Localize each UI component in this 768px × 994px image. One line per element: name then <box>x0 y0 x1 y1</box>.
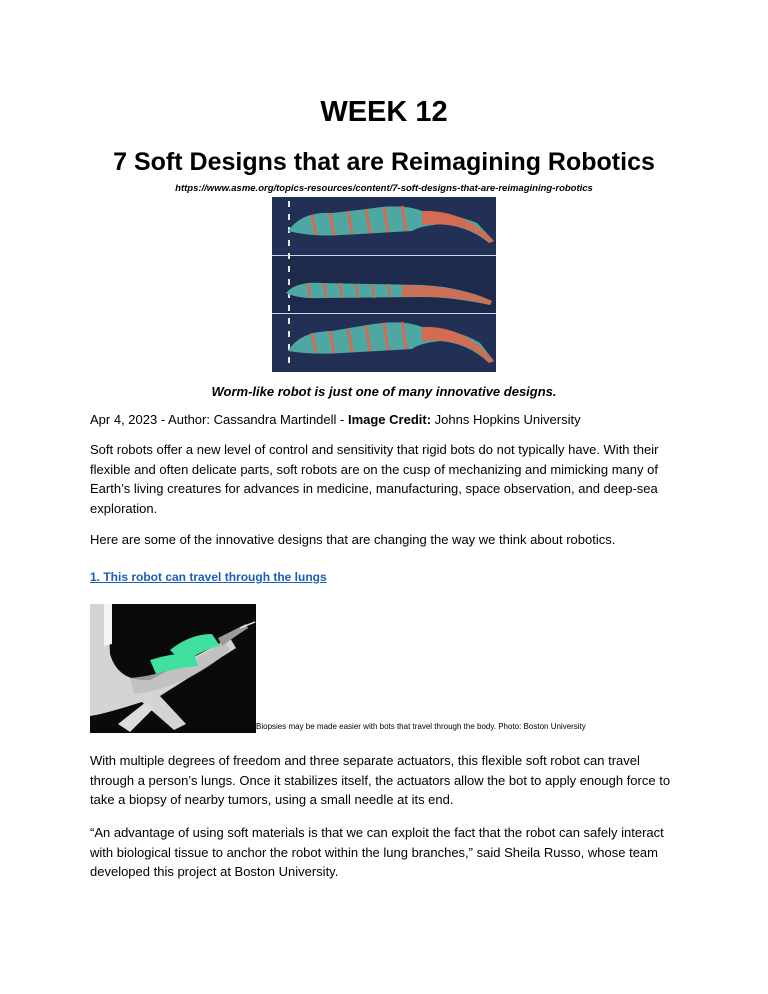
article-meta <box>90 412 581 428</box>
source-url: https://www.asme.org/topics-resources/content/7-soft-designs-that-are-reimagining-robotics <box>175 183 593 194</box>
body-paragraph: With multiple degrees of freedom and three separate actuators, this flexible soft robot can travel through a person’s lungs. Once it stabilizes itself, the actuators allow the bot to apply enough force to take a biopsy of nearby tumors, using a small needle at its end. <box>90 753 671 807</box>
lung-robot-image <box>90 604 256 733</box>
lung-image-caption: Biopsies may be made easier with bots that travel through the body. Photo: Boston University <box>256 722 586 731</box>
meta-credit-label: Image Credit: <box>347 412 432 427</box>
hero-caption: Worm-like robot is just one of many innovative designs. <box>211 384 557 399</box>
worm-robot-image <box>272 197 496 372</box>
lead-paragraph: Here are some of the innovative designs that are changing the way we think about robotics. <box>90 532 616 547</box>
intro-paragraph: Soft robots offer a new level of control and sensitivity that rigid bots do not typically have. With their flexible and often delicate parts, soft robots are on the cusp of mechanizing and mimicking many of Earth’s living creatures for advances in medicine, manufacturing, space observation, and deep-sea exploration. <box>90 442 659 516</box>
meta-date-author: Apr 4, 2023 - Author: Cassandra Martindell - <box>90 412 348 427</box>
week-heading: WEEK 12 <box>320 96 448 128</box>
article-title: 7 Soft Designs that are Reimagining Robotics <box>113 148 655 176</box>
quote-paragraph: “An advantage of using soft materials is that we can exploit the fact that the robot can safely interact with biological tissue to anchor the robot within the lung branches,” said Sheila Russo, whose team developed this project at Boston University. <box>90 825 664 879</box>
meta-credit-value: Johns Hopkins University <box>431 412 581 427</box>
section-1-link[interactable]: 1. This robot can travel through the lungs <box>90 570 327 584</box>
